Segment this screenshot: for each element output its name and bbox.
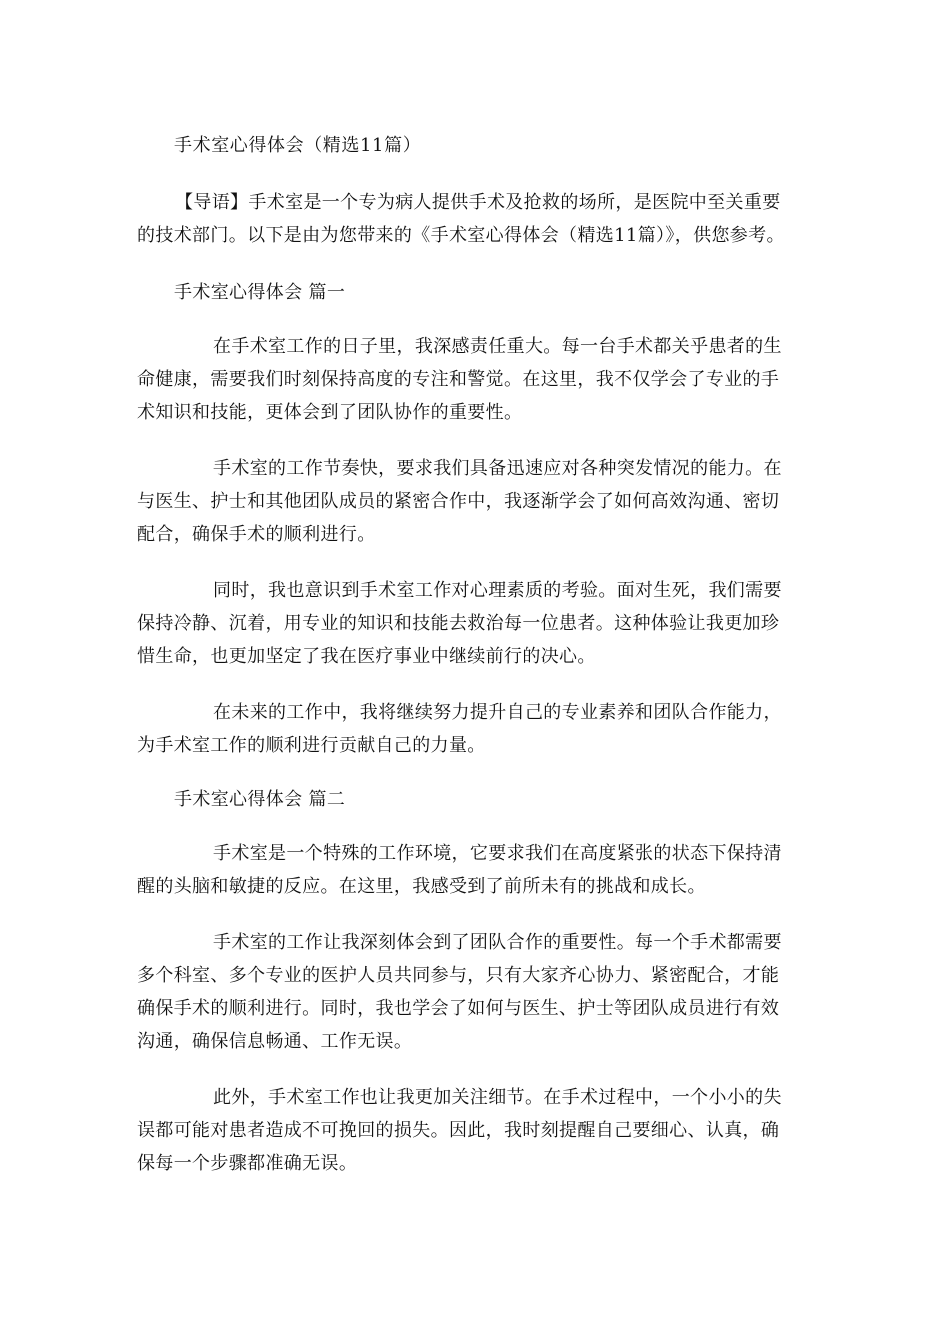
intro-line-1: 【导语】手术室是一个专为病人提供手术及抢救的场所，是医院中至关重要 [175,192,781,213]
paragraph-line: 多个科室、多个专业的医护人员共同参与，只有大家齐心协力、紧密配合，才能 [137,965,780,986]
document-title: 手术室心得体会（精选11篇） [174,135,422,156]
section-heading: 手术室心得体会 篇一 [174,282,346,303]
paragraph-line: 确保手术的顺利进行。同时，我也学会了如何与医生、护士等团队成员进行有效 [137,998,780,1019]
paragraph-line: 为手术室工作的顺利进行贡献自己的力量。 [137,735,486,756]
section-heading: 手术室心得体会 篇二 [174,789,346,810]
paragraph-line: 醒的头脑和敏捷的反应。在这里，我感受到了前所未有的挑战和成长。 [137,876,706,897]
intro-line-2: 的技术部门。以下是由为您带来的《手术室心得体会（精选11篇）》，供您参考。 [137,225,785,246]
paragraph-line: 手术室的工作让我深刻体会到了团队合作的重要性。每一个手术都需要 [213,932,782,953]
paragraph-line: 同时，我也意识到手术室工作对心理素质的考验。面对生死，我们需要 [213,580,782,601]
paragraph-line: 在未来的工作中，我将继续努力提升自己的专业素养和团队合作能力， [213,702,782,723]
paragraph-line: 与医生、护士和其他团队成员的紧密合作中，我逐渐学会了如何高效沟通、密切 [137,491,780,512]
paragraph-line: 此外，手术室工作也让我更加关注细节。在手术过程中，一个小小的失 [213,1087,782,1108]
paragraph-line: 惜生命，也更加坚定了我在医疗事业中继续前行的决心。 [137,646,596,667]
paragraph-line: 保持冷静、沉着，用专业的知识和技能去救治每一位患者。这种体验让我更加珍 [137,613,780,634]
paragraph-line: 误都可能对患者造成不可挽回的损失。因此，我时刻提醒自己要细心、认真，确 [137,1120,780,1141]
paragraph-line: 命健康，需要我们时刻保持高度的专注和警觉。在这里，我不仅学会了专业的手 [137,369,780,390]
paragraph-line: 配合，确保手术的顺利进行。 [137,524,376,545]
paragraph-line: 保每一个步骤都准确无误。 [137,1153,358,1174]
paragraph-line: 手术室是一个特殊的工作环境，它要求我们在高度紧张的状态下保持清 [213,843,782,864]
paragraph-line: 手术室的工作节奏快，要求我们具备迅速应对各种突发情况的能力。在 [213,458,782,479]
paragraph-line: 术知识和技能，更体会到了团队协作的重要性。 [137,402,523,423]
paragraph-line: 在手术室工作的日子里，我深感责任重大。每一台手术都关乎患者的生 [213,336,782,357]
paragraph-line: 沟通，确保信息畅通、工作无误。 [137,1031,413,1052]
